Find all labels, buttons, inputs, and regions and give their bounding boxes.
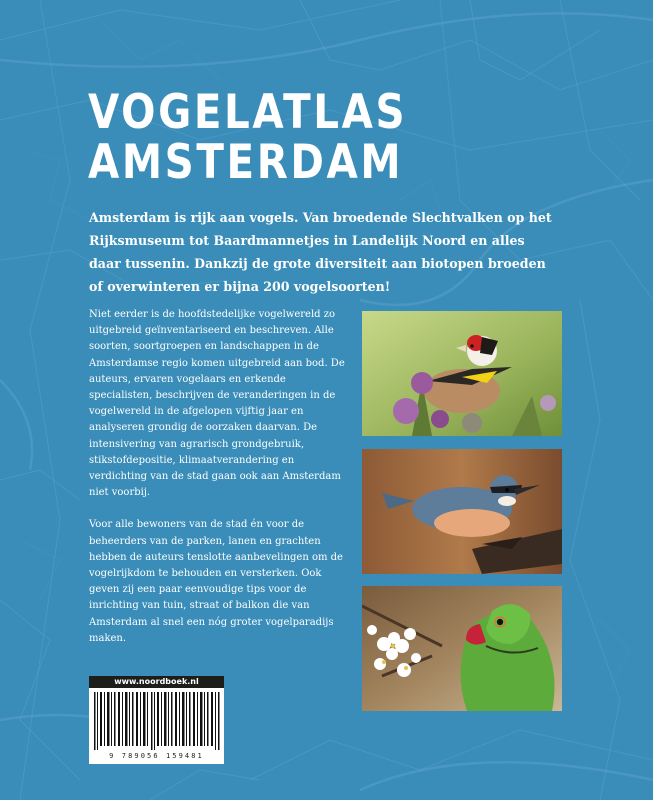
intro-text: Amsterdam is rijk aan vogels. Van broedende Slechtvalken op het Rijksmuseum tot Baardmannetjes in Landelijk Noord en alles daar tussenin. Dankzij de grote diversiteit aan biotopen broeden of overwinteren er bijna 200 vogelsoorten! [89,210,552,294]
barcode [89,676,224,764]
book-title [88,85,459,190]
parakeet-with-blossom-photo [362,586,562,711]
body-paragraph-1: Niet eerder is de hoofdstedelijke vogelwereld zo uitgebreid geïnventariseerd en beschreven. Alle soorten, soortgroepen en landschappen in de Amsterdamse regio komen uitgebreid aan bod. De auteurs, ervaren vogelaars en erkende specialisten, beschrijven de veranderingen in de vogelwereld in de afgelopen vijftig jaar en analyseren grondig de oorzaken daarvan. De intensivering van agrarisch grondgebruik, stikstofdepositie, klimaatverandering en verdichting van de stad gaan ook aan Amsterdam niet voorbij. [89,309,345,499]
barcode-bars [93,692,220,750]
nuthatch-on-branch-photo [362,449,562,574]
goldfinch-on-thistle-photo [362,311,562,436]
title-line-2: AMSTERDAM [88,135,404,190]
isbn-digits: 9 789056 159481 [109,752,204,760]
publisher-url: www.noordboek.nl [89,676,224,688]
title-line-1: VOGELATLAS [88,85,408,140]
body-paragraph-2: Voor alle bewoners van de stad én voor de beheerders van de parken, lanen en grachten hebben de auteurs tenslotte aanbevelingen om de vogelrijkdom te behouden en versterken. Ook geven zij een paar eenvoudige tips voor de inrichting van tuin, straat of balkon die van Amsterdam al snel een nóg groter vogelparadijs maken. [89,519,343,644]
body-text [89,307,351,663]
